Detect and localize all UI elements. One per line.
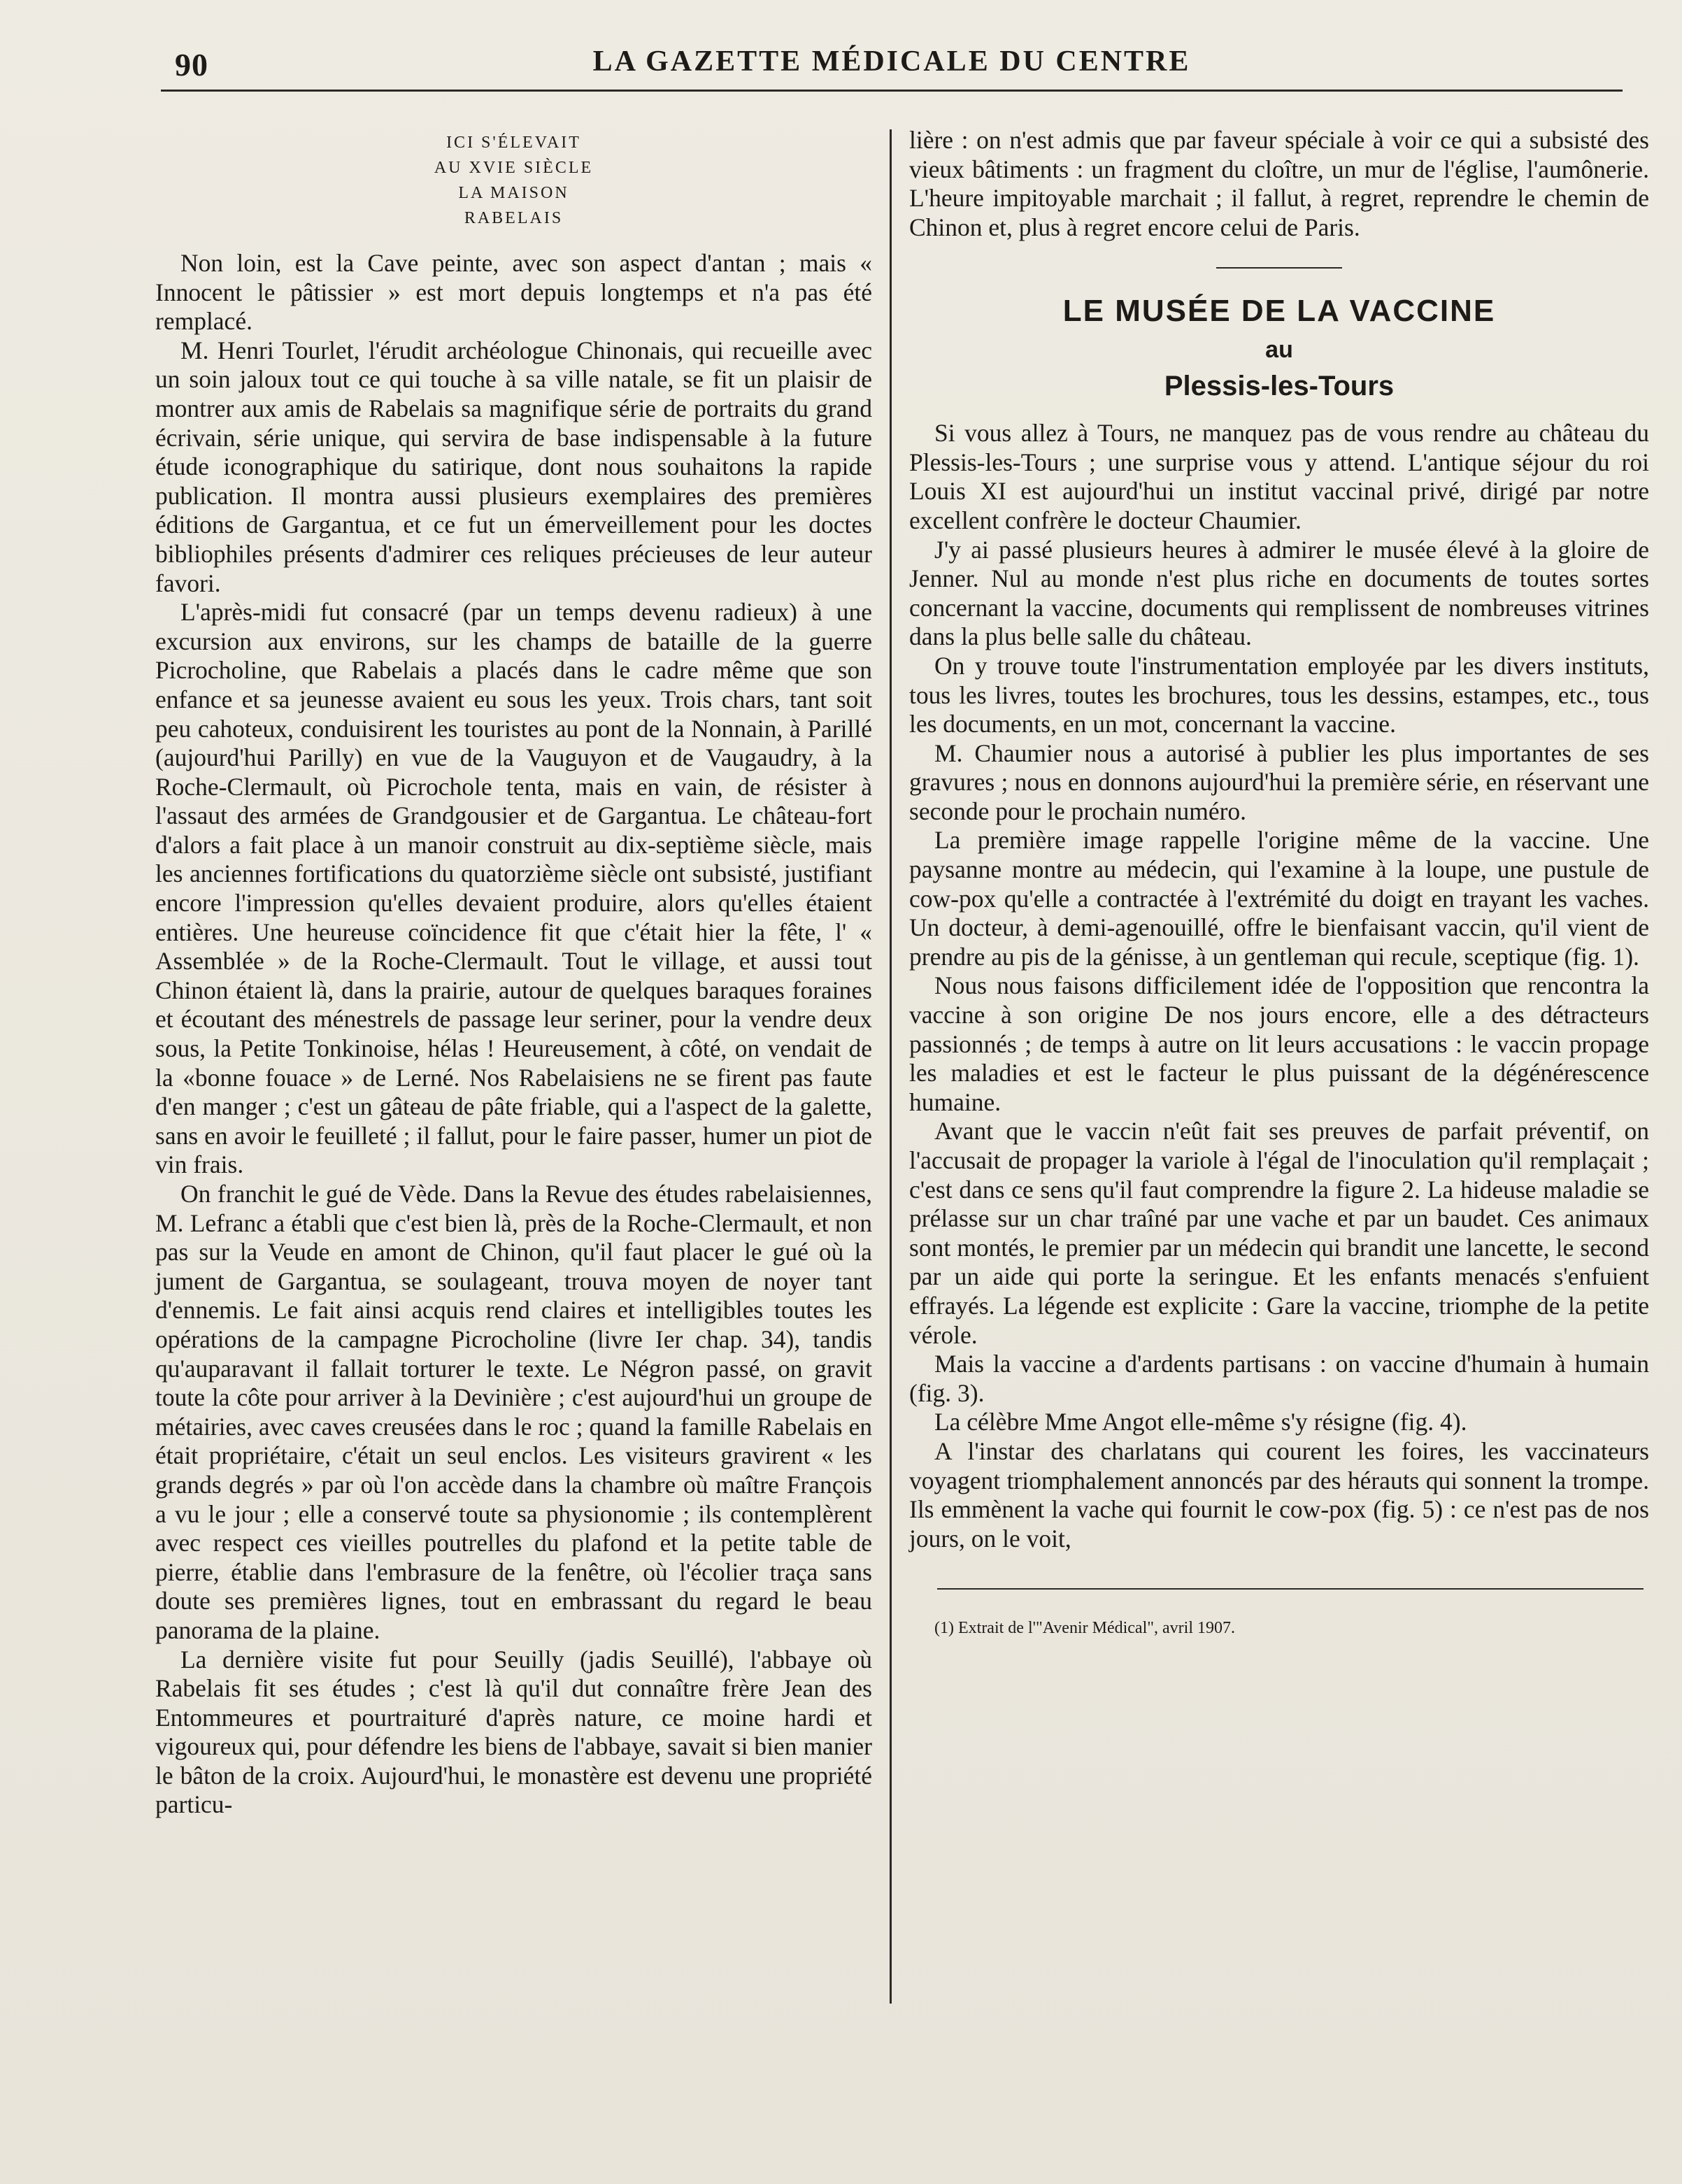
header-rule <box>161 90 1623 92</box>
plaque-line: LA MAISON <box>458 184 569 202</box>
paragraph: On franchit le gué de Vède. Dans la Revue des études rabelaisiennes, M. Lefranc a établi que c'est bien là, près de la Roche-Clermault, et non pas sur la Veude en amont de Chinon, qu'il faut placer le gué où la jument de Gargantua, se soulageant, trouva moyen de noyer tant d'ennemis. Le fait ainsi acquis rend claires et intelligibles toutes les opérations de la campagne Picrocholine (livre Ier chap. 34), tandis qu'auparavant il fallait torturer le texte. Le Négron passé, on gravit toute la côte pour arriver à la Devinière ; c'est aujourd'hui un groupe de métairies, avec caves creusées dans le roc ; quand la famille Rabelais en était propriétaire, c'était un seul enclos. Les visiteurs gravirent « les grands degrés » par où l'on accède dans la chambre où maître François a vu le jour ; elle a conservé toute sa physionomie ; ils contemplèrent avec respect ces vieilles poutrelles du plafond et la petite table de pierre, établie dans l'embrasure de la fenêtre, où l'écolier traça sans doute ses premières lignes, tout en embrassant du regard le beau panorama de la plaine. <box>155 1180 872 1644</box>
paragraph: Mais la vaccine a d'ardents partisans : on vaccine d'humain à humain (fig. 3). <box>909 1350 1649 1407</box>
paragraph: La célèbre Mme Angot elle-même s'y résigne (fig. 4). <box>934 1408 1467 1436</box>
footnote: (1) Extrait de l'"Avenir Médical", avril 1907. <box>934 1619 1236 1638</box>
page-header <box>161 42 1623 84</box>
paragraph: J'y ai passé plusieurs heures à admirer le musée élevé à la gloire de Jenner. Nul au monde n'est plus riche en documents de toutes sortes concernant la vaccine, documents qui remplissent de nombreuses vitrines dans la plus belle salle du château. <box>909 535 1649 651</box>
continued-paragraph: lière : on n'est admis que par faveur spéciale à voir ce qui a subsisté des vieux bâtiments : un fragment du cloître, un mur de l'église, l'aumônerie. L'heure impitoyable marchait ; il fallut, à regret, reprendre le chemin de Chinon et, plus à regret encore celui de Paris. <box>909 126 1649 241</box>
journal-title: LA GAZETTE MÉDICALE DU CENTRE <box>592 45 1191 78</box>
plaque-line: RABELAIS <box>464 209 564 227</box>
plaque-line: ICI S'ÉLEVAIT <box>446 134 581 152</box>
paragraph: Non loin, est la Cave peinte, avec son aspect d'antan ; mais « Innocent le pâtissier » est mort depuis longtemps et n'a pas été remplacé. <box>155 249 872 336</box>
paragraph: Avant que le vaccin n'eût fait ses preuves de parfait préventif, on l'accusait de propager la variole à l'égal de l'inoculation qu'il remplaçait ; c'est dans ce sens qu'il faut comprendre la figure 2. La hideuse maladie se prélasse sur un char traîné par une vache et par un baudet. Ces animaux sont montés, le premier par un médecin qui brandit une lancette, le second par un aide qui porte la seringue. Et les enfants menacés s'enfuient effrayés. La légende est explicite : Gare la vaccine, triomphe de la petite vérole. <box>909 1117 1649 1349</box>
right-column <box>909 126 1649 1639</box>
article-title: LE MUSÉE DE LA VACCINE <box>1062 294 1496 329</box>
article-subtitle-place: Plessis-les-Tours <box>1164 370 1395 401</box>
paragraph: A l'instar des charlatans qui courent les foires, les vaccinateurs voyagent triomphalement annoncés par des hérauts qui sonnent la trompe. Ils emmènent la vache qui fournit le cow-pox (fig. 5) : ce n'est pas de nos jours, on le voit, <box>909 1436 1649 1553</box>
plaque-inscription <box>155 130 872 231</box>
footnote-rule <box>937 1588 1644 1590</box>
paragraph: La dernière visite fut pour Seuilly (jadis Seuillé), l'abbaye où Rabelais fit ses études ; c'est là qu'il dut connaître frère Jean des Entommeures et pourtraituré d'après nature, ce moine hardi et vigoureux qui, pour défendre les biens de l'abbaye, savait si bien manier le bâton de la croix. Aujourd'hui, le monastère est devenu une propriété particu- <box>155 1645 872 1819</box>
column-divider <box>890 129 892 2004</box>
paragraph: Si vous allez à Tours, ne manquez pas de vous rendre au château du Plessis-les-Tours ; une surprise vous y attend. L'antique séjour du roi Louis XI est aujourd'hui un institut vaccinal privé, dirigé par notre excellent confrère le docteur Chaumier. <box>909 419 1649 534</box>
paragraph: On y trouve toute l'instrumentation employée par les divers instituts, tous les livres, toutes les brochures, tous les dessins, estampes, etc., tous les documents, en un mot, concernant la vaccine. <box>909 651 1649 738</box>
left-column <box>155 126 872 1820</box>
paragraph: Nous nous faisons difficilement idée de l'opposition que rencontra la vaccine à son origine De nos jours encore, elle a des détracteurs passionnés ; de temps à autre on lit leurs accusations : le vaccin propage les maladies et est le facteur le plus puissant de la dégénérescence humaine. <box>909 971 1649 1116</box>
paragraph: M. Henri Tourlet, l'érudit archéologue Chinonais, qui recueille avec un soin jaloux tout ce qui touche à sa ville natale, se fit un plaisir de montrer aux amis de Rabelais sa magnifique série de portraits du grand écrivain, série unique, qui servira de base indispensable à la future étude iconographique du satirique, dont nous souhaitons la rapide publication. Il montra aussi plusieurs exemplaires des premières éditions de Gargantua, et ce fut un émerveillement pour les doctes bibliophiles présents d'admirer ces reliques précieuses de leur auteur favori. <box>155 336 872 597</box>
paragraph: La première image rappelle l'origine même de la vaccine. Une paysanne montre au médecin, qui l'examine à la loupe, une pustule de cow-pox qu'elle a contractée à l'extrémité du doigt en trayant les vaches. Un docteur, à demi-agenouillé, offre le bienfaisant vaccin, qu'il vient de prendre au pis de la génisse, à un gentleman qui recule, sceptique (fig. 1). <box>909 826 1649 971</box>
section-separator <box>1216 267 1342 269</box>
paragraph: L'après-midi fut consacré (par un temps devenu radieux) à une excursion aux environs, sur les champs de bataille de la guerre Picrocholine, que Rabelais a placés dans le cadre même que son enfance et sa jeunesse avaient eu sous les yeux. Trois chars, tant soit peu cahoteux, conduisirent les touristes au pont de la Nonnain, à Parillé (aujourd'hui Parilly) en vue de la Vauguyon et de Vaugaudry, à la Roche-Clermault, où Picrochole tenta, mais en vain, de résister à l'assaut des armées de Grandgousier et de Gargantua. Le château-fort d'alors a fait place à un manoir construit au dix-septième siècle, mais les anciennes fortifications du quatorzième siècle ont subsisté, justifiant encore l'impression qu'elles devaient produire, alors qu'elles étaient entières. Une heureuse coïncidence fit que c'était hier la fête, l' « Assemblée » de la Roche-Clermault. Tout le village, et aussi tout Chinon étaient là, dans la prairie, autour de quelques baraques foraines et écoutant des ménestrels de passage leur seriner, pour la vendre deux sous, la Petite Tonkinoise, hélas ! Heureusement, à côté, on vendait de la «bonne fouace » de Lerné. Nos Rabelaisiens ne se firent pas faute d'en manger ; c'est un gâteau de pâte friable, qui a l'aspect de la galette, sans en avoir le feuilleté ; il fallut, pour le faire passer, humer un piot de vin frais. <box>155 598 872 1179</box>
page-number: 90 <box>175 47 208 83</box>
plaque-line: AU XVIE SIÈCLE <box>434 159 594 177</box>
article-subtitle: au <box>1265 336 1293 363</box>
paragraph: M. Chaumier nous a autorisé à publier les plus importantes de ses gravures ; nous en donnons aujourd'hui la première série, en réservant une seconde pour le prochain numéro. <box>909 738 1649 825</box>
